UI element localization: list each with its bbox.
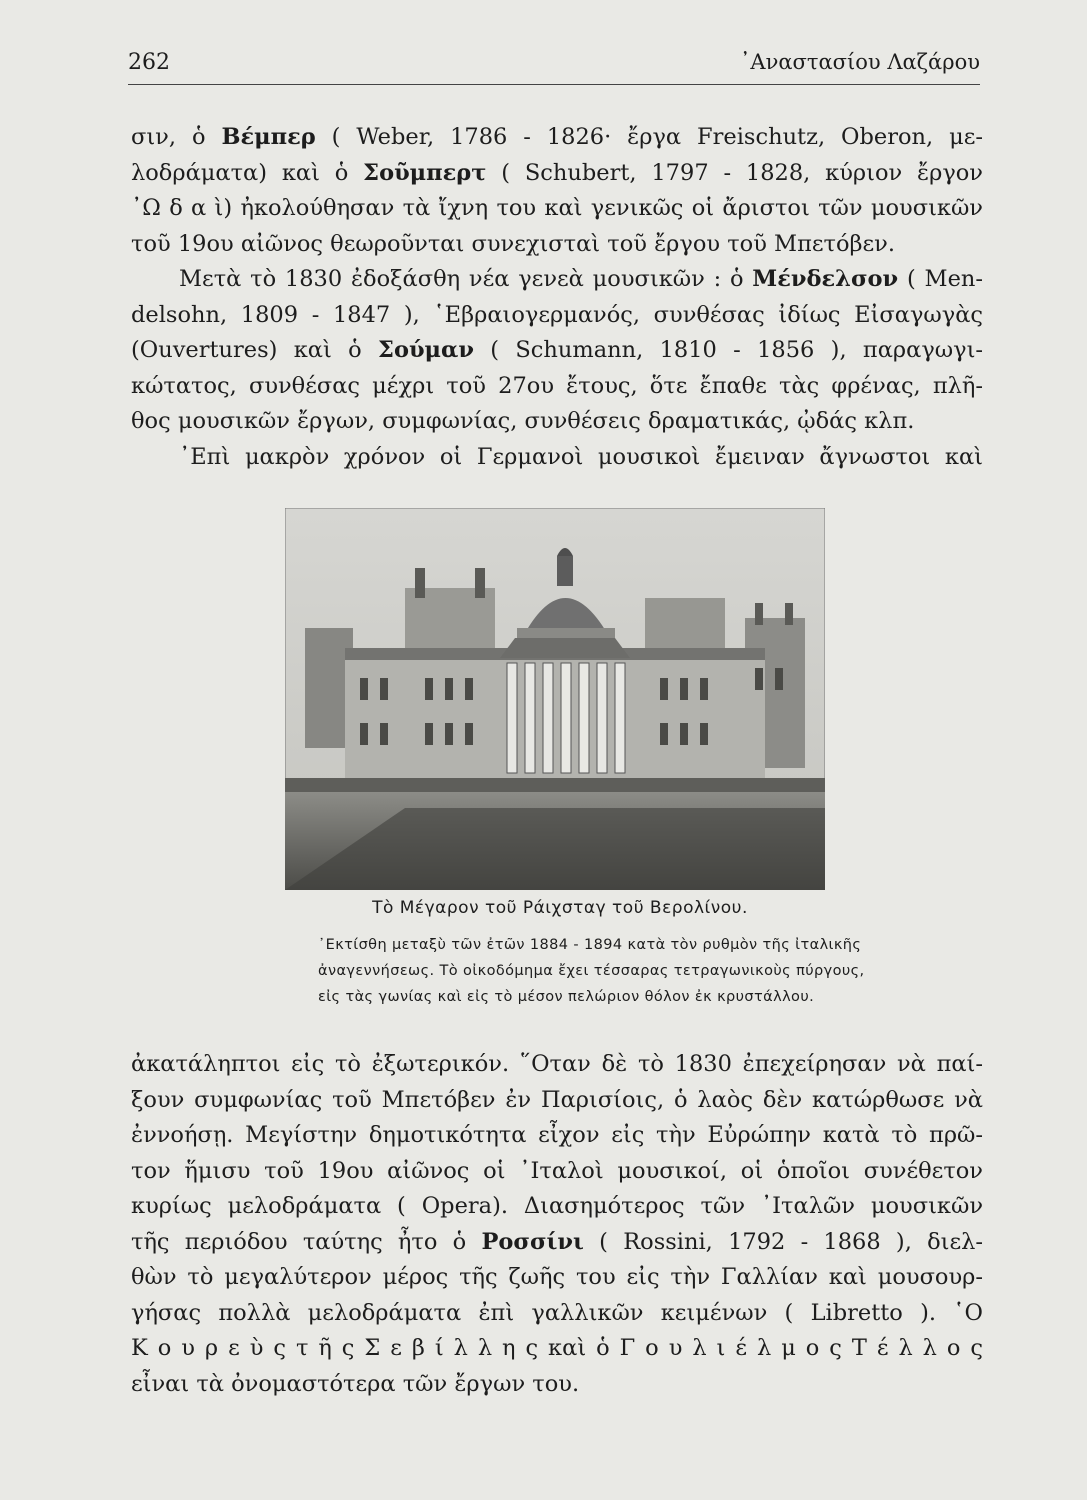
text-line: σιν, ὁ Βέμπερ ( Weber, 1786 - 1826· ἔργα Freischutz, Oberon, με- — [131, 124, 983, 150]
reichstag-photo — [285, 508, 825, 890]
text-line: ᾿Επὶ μακρὸν χρόνον οἱ Γερμανοὶ μουσικοὶ ἔμειναν ἄγνωστοι καὶ — [179, 443, 983, 470]
text-line: θὼν τὸ μεγαλύτερον μέρος τῆς ζωῆς του εἰς τὴν Γαλλίαν καὶ μουσουρ- — [131, 1264, 983, 1290]
figure-caption-title: Τὸ Μέγαρον τοῦ Ράιχσταγ τοῦ Βερολίνου. — [372, 898, 748, 918]
name-weber: Βέμπερ — [221, 124, 316, 150]
reichstag-illustration — [285, 508, 825, 890]
text-line: τῆς περιόδου ταύτης ἦτο ὁ Ροσσίνι ( Rossini, 1792 - 1868 ), διελ- — [131, 1228, 983, 1255]
text-line: τον ἥμισυ τοῦ 19ου αἰῶνος οἱ ᾿Ιταλοὶ μουσικοί, οἱ ὁποῖοι συνέθετον — [131, 1157, 983, 1184]
text-line: Μετὰ τὸ 1830 ἐδοξάσθη νέα γενεὰ μουσικῶν : ὁ Μένδελσον ( Men- — [179, 266, 983, 292]
text-line: delsohn, 1809 - 1847 ), ῾Εβραιογερμανός, συνθέσας ἰδίως Εἰσαγωγὰς — [131, 301, 983, 328]
figure-caption-body — [318, 932, 918, 1010]
text-line: ἐννοήσῃ. Μεγίστην δημοτικότητα εἶχον εἰς τὴν Εὐρώπην κατὰ τὸ πρῶ- — [131, 1122, 983, 1148]
name-rossini: Ροσσίνι — [481, 1228, 584, 1255]
bottom-text-block — [131, 1047, 983, 1402]
text-line: ξουν συμφωνίας τοῦ Μπετόβεν ἐν Παρισίοις, ὁ λαὸς δὲν κατώρθωσε νὰ — [131, 1086, 983, 1113]
text-line: γήσας πολλὰ μελοδράματα ἐπὶ γαλλικῶν κειμένων ( Libretto ). ῾Ο — [131, 1299, 983, 1326]
text-line: εἶναι τὰ ὀνομαστότερα τῶν ἔργων του. — [131, 1370, 580, 1397]
top-text-block — [131, 120, 983, 475]
text-line: (Ouvertures) καὶ ὁ Σούμαν ( Schumann, 1810 - 1856 ), παραγωγι- — [131, 337, 983, 363]
text-line: ᾿Ω δ α ὶ) ἠκολούθησαν τὰ ἴχνη του καὶ γενικῶς οἱ ἄριστοι τῶν μουσικῶν — [131, 195, 983, 221]
page-number: 262 — [128, 50, 170, 75]
page-header — [128, 44, 980, 85]
name-mendelssohn: Μένδελσον — [752, 266, 899, 292]
caption-line: εἰς τὰς γωνίας καὶ εἰς τὸ μέσον πελώριον θόλον ἐκ κρυστάλλου. — [318, 989, 815, 1005]
text-line: ἀκατάληπτοι εἰς τὸ ἐξωτερικόν. ῞Οταν δὲ τὸ 1830 ἐπεχείρησαν νὰ παί- — [131, 1051, 983, 1077]
text-line: θος μουσικῶν ἔργων, συμφωνίας, συνθέσεις δραματικάς, ᾠδάς κλπ. — [131, 408, 915, 434]
running-title: ᾿Αναστασίου Λαζάρου — [739, 50, 980, 74]
caption-line: ἀναγεννήσεως. Τὸ οἰκοδόμημα ἔχει τέσσαρας τετραγωνικοὺς πύργους, — [318, 963, 865, 979]
name-schumann: Σούμαν — [378, 337, 474, 363]
caption-line: ᾿Εκτίσθη μεταξὺ τῶν ἐτῶν 1884 - 1894 κατὰ τὸν ρυθμὸν τῆς ἰταλικῆς — [318, 937, 862, 953]
name-schubert: Σοῦμπερτ — [363, 159, 487, 186]
text-line: Κ ο υ ρ ε ὺ ς τ ῆ ς Σ ε β ί λ λ η ς καὶ ὁ Γ ο υ λ ι έ λ μ ο ς Τ έ λ λ ο ς — [131, 1335, 983, 1361]
text-line: κυρίως μελοδράματα ( Opera). Διασημότερος τῶν ᾿Ιταλῶν μουσικῶν — [131, 1193, 983, 1219]
text-line: κώτατος, συνθέσας μέχρι τοῦ 27ου ἔτους, ὅτε ἔπαθε τὰς φρένας, πλῆ- — [131, 372, 983, 399]
text-line: λοδράματα) καὶ ὁ Σοῦμπερτ ( Schubert, 1797 - 1828, κύριον ἔργον — [131, 159, 983, 186]
text-line: τοῦ 19ου αἰῶνος θεωροῦνται συνεχισταὶ τοῦ ἔργου τοῦ Μπετόβεν. — [131, 230, 896, 257]
